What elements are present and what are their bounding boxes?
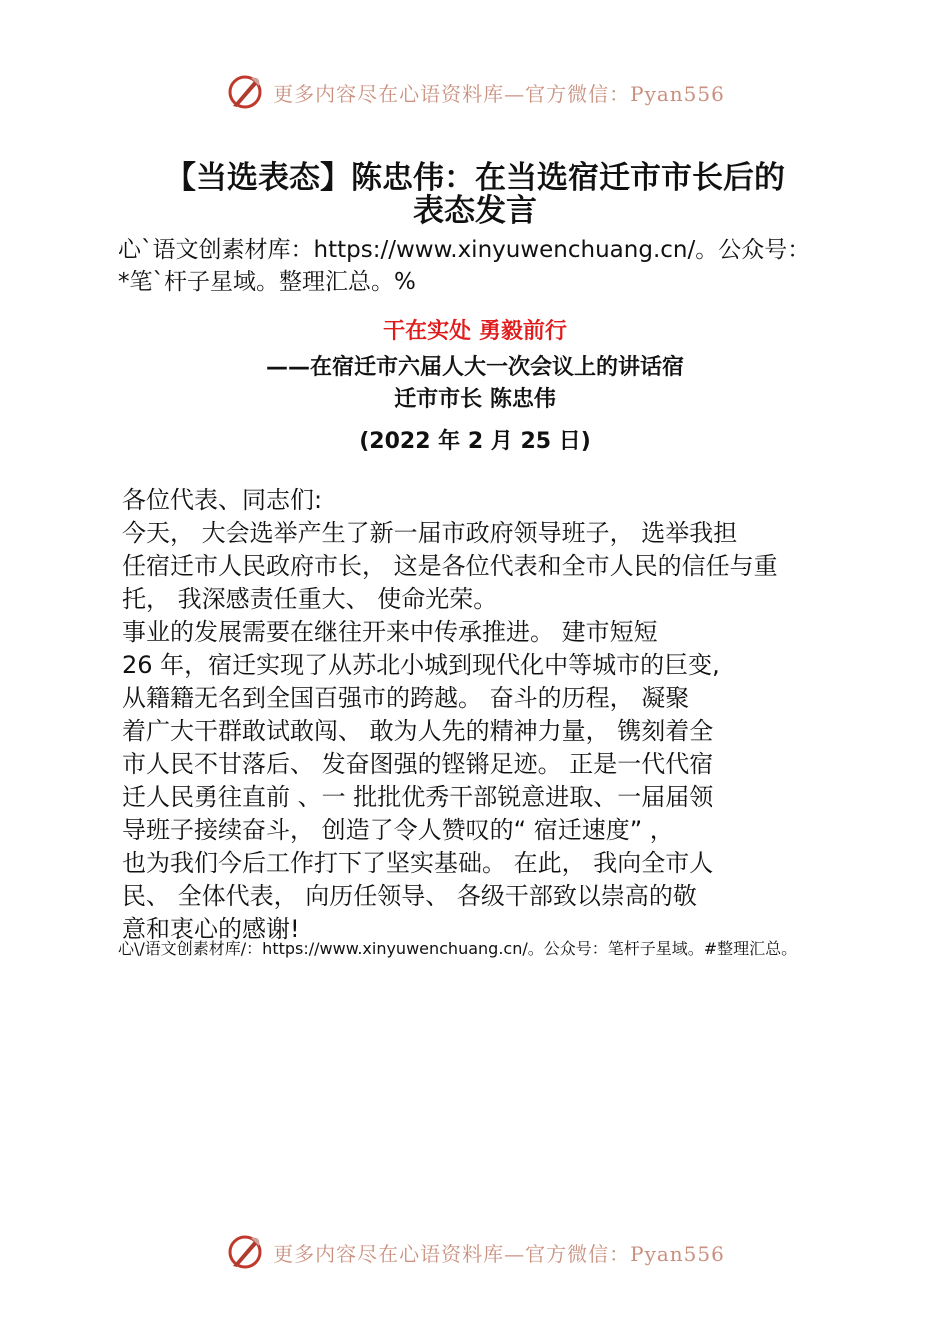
body-line: 导班子接续奋斗， 创造了令人赞叹的“ 宿迁速度” ， — [122, 816, 674, 844]
body-line: 事业的发展需要在继往开来中传承推进。 建市短短 — [122, 618, 658, 646]
speech-headline: 干在实处 勇毅前行 — [383, 319, 567, 344]
body-line: 各位代表、同志们: — [122, 486, 323, 514]
body-line: 今天， 大会选举产生了新一届市政府领导班子， 选举我担 — [122, 519, 738, 547]
body-line: 着广大干群敢试敢闯、 敢为人先的精神力量， 镌刻着全 — [122, 717, 714, 745]
body-line: 从籍籍无名到全国百强市的跨越。 奋斗的历程， 凝聚 — [122, 684, 690, 712]
speech-date: (2022 年 2 月 25 日) — [359, 429, 591, 454]
speech-body — [122, 484, 862, 946]
body-line: 26 年，宿迁实现了从苏北小城到现代化中等城市的巨变, — [122, 651, 720, 679]
speech-subtitle-line-2: 迁市市长 陈忠伟 — [394, 387, 556, 412]
top-watermark-banner — [0, 70, 950, 114]
speech-subtitle — [0, 352, 950, 416]
body-line: 民、 全体代表， 向历任领导、 各级干部致以崇高的敬 — [122, 882, 697, 910]
speech-subtitle-line-1: ——在宿迁市六届人大一次会议上的讲话宿 — [265, 355, 684, 380]
source-notice-line-2: *笔`杆子星域。整理汇总。% — [118, 269, 416, 295]
page-title — [60, 162, 890, 228]
source-notice-line-1: 心`语文创素材库：https://www.xinyuwenchuang.cn/。公众号： — [118, 237, 811, 263]
body-line: 市人民不甘落后、 发奋图强的铿锵足迹。 正是一代代宿 — [122, 750, 714, 778]
source-notice — [118, 234, 898, 298]
title-line-1: 【当选表态】陈忠伟：在当选宿迁市市长后的 — [165, 160, 785, 196]
body-line: 托， 我深感责任重大、 使命光荣。 — [122, 585, 498, 613]
quill-pen-logo-icon — [225, 1232, 265, 1272]
body-line: 意和衷心的感谢! — [122, 915, 300, 943]
body-line: 也为我们今后工作打下了坚实基础。 在此， 我向全市人 — [122, 849, 714, 877]
banner-text: 更多内容尽在心语资料库—官方微信：Pyan556 — [273, 81, 725, 106]
body-line: 任宿迁市人民政府市长， 这是各位代表和全市人民的信任与重 — [122, 552, 778, 580]
footnote-source: 心\/语文创素材库/：https://www.xinyuwenchuang.cn/。公众号：笔杆子星域。#整理汇总。 — [118, 939, 798, 958]
bottom-watermark-banner — [0, 1230, 950, 1274]
quill-pen-logo-icon — [225, 72, 265, 112]
banner-text: 更多内容尽在心语资料库—官方微信：Pyan556 — [273, 1241, 725, 1266]
body-line: 迁人民勇往直前 、一 批批优秀干部锐意进取、一届届领 — [122, 783, 714, 811]
title-line-2: 表态发言 — [413, 193, 537, 229]
